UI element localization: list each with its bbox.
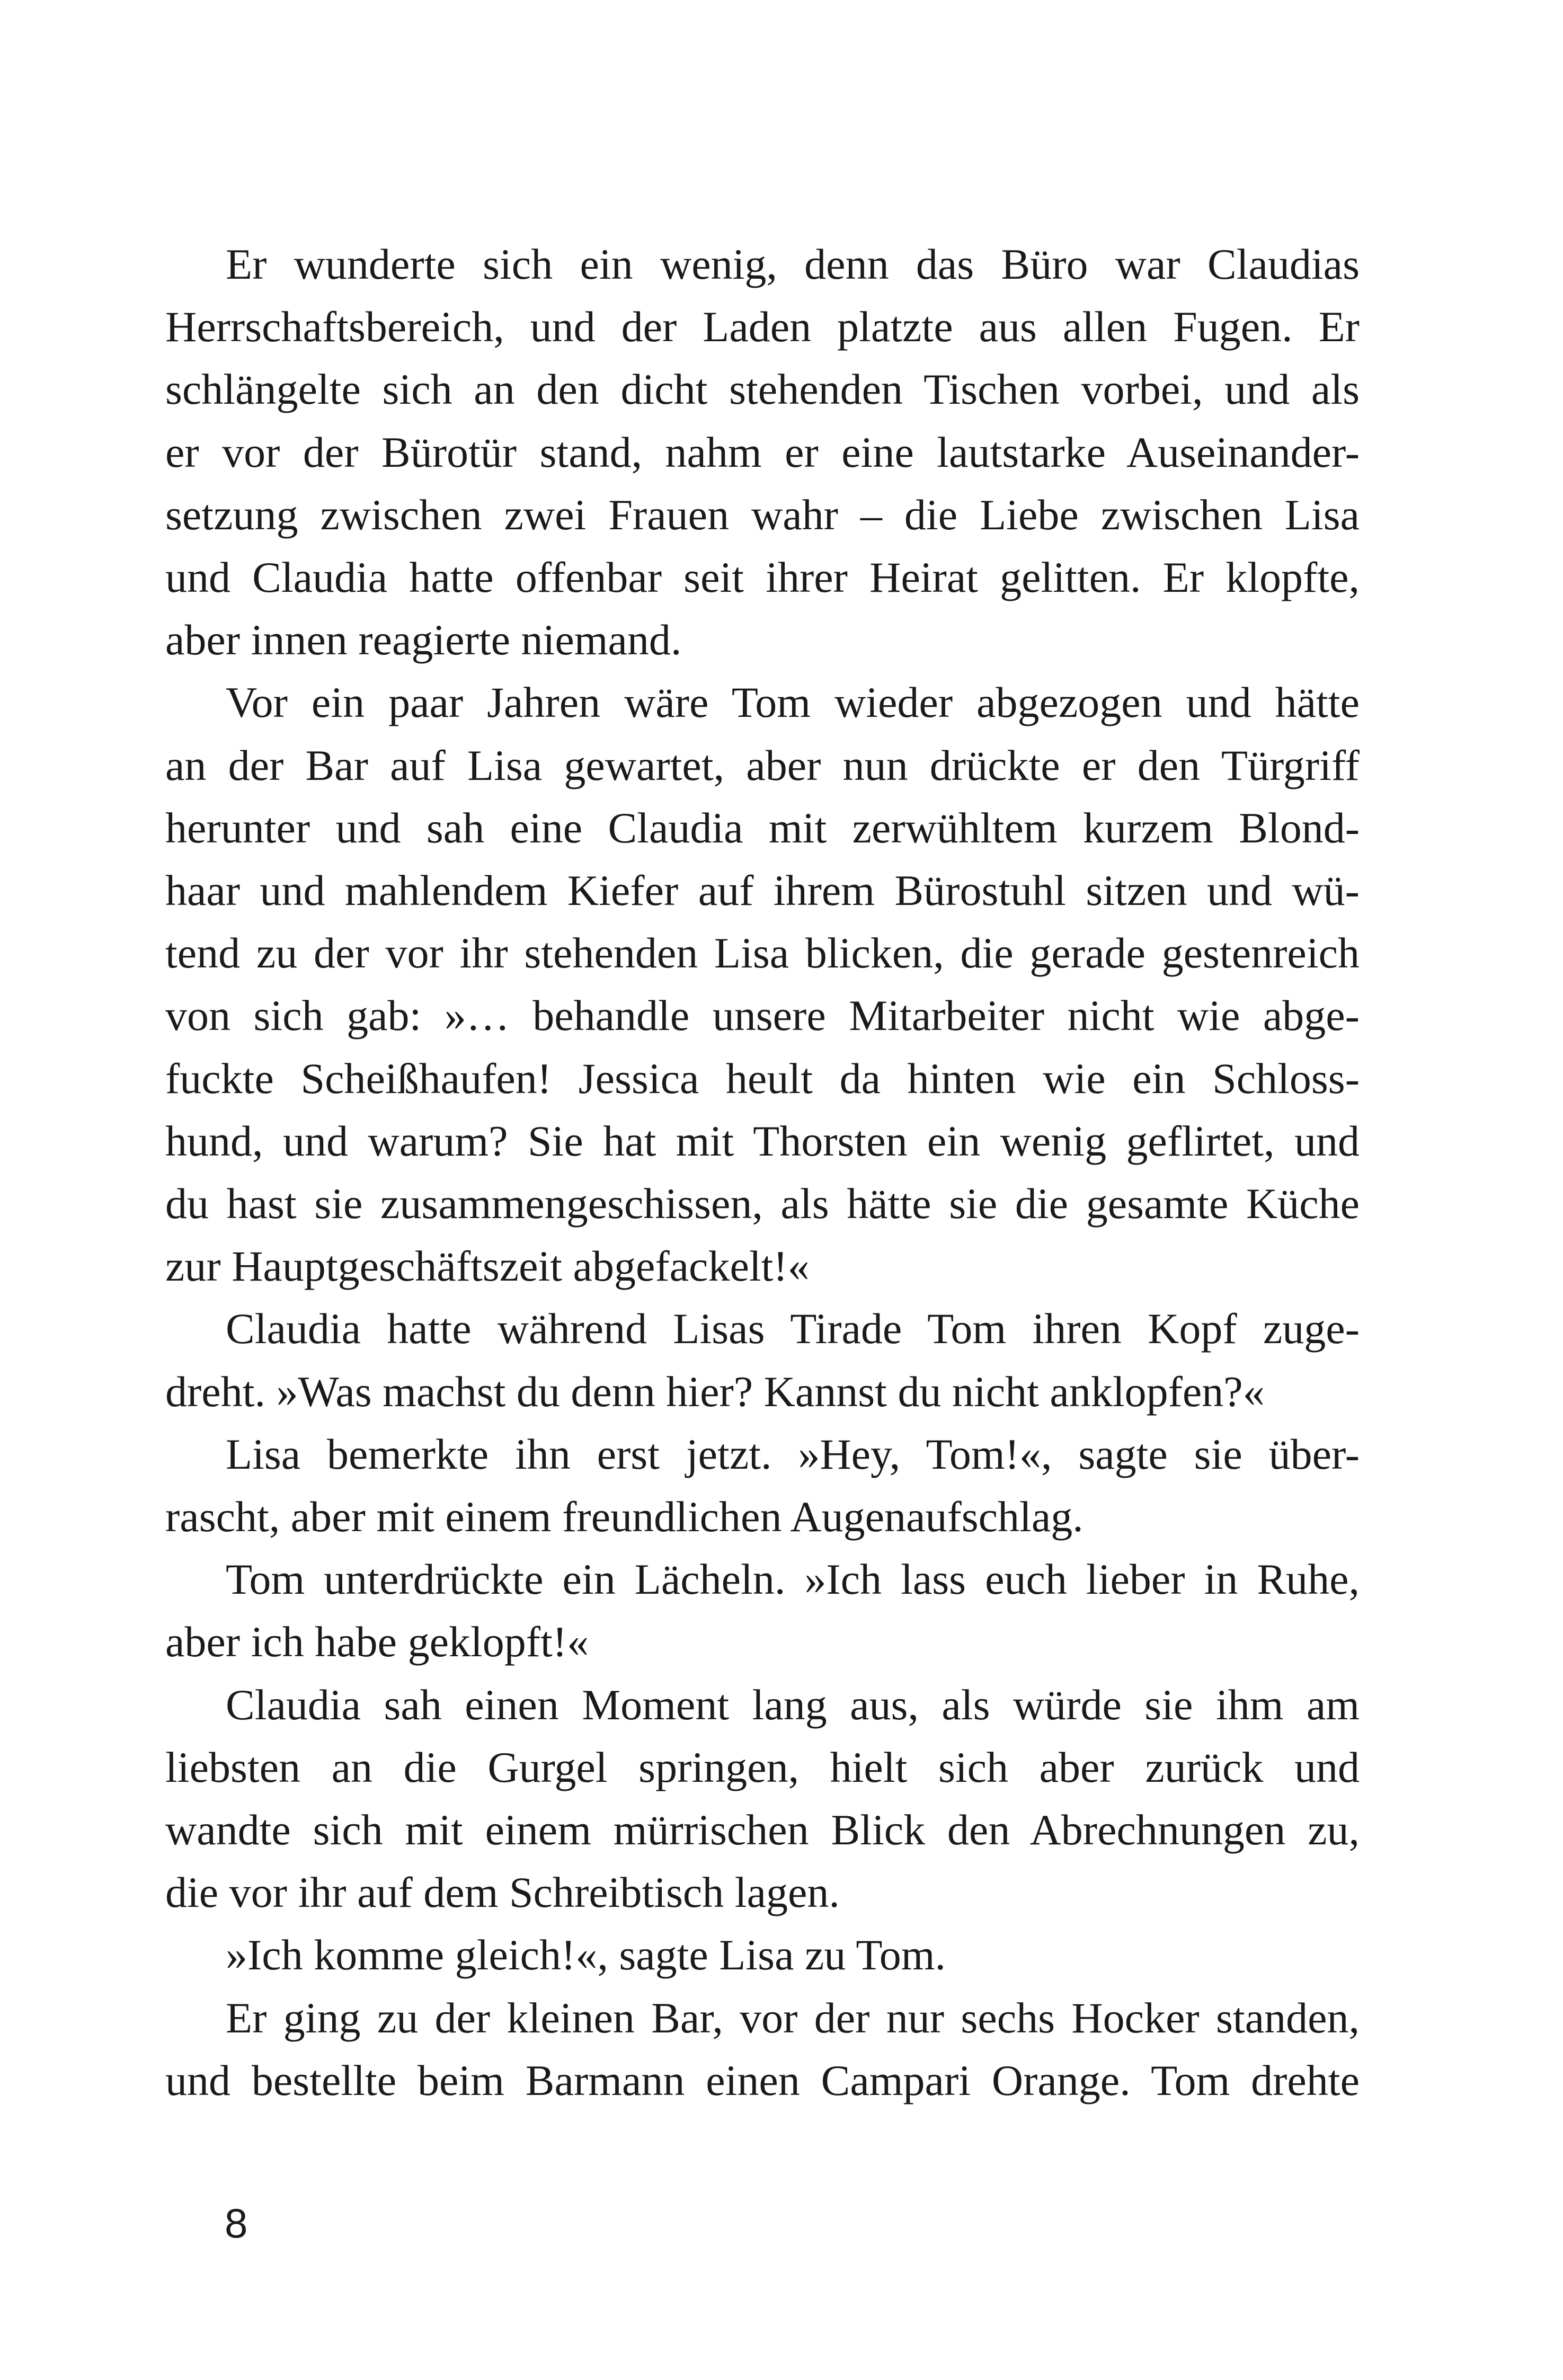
- text-line: herunter und sah eine Claudia mit zerwühltem kurzem Blond-: [165, 804, 1360, 852]
- text-line: Er ging zu der kleinen Bar, vor der nur sechs Hocker standen,: [226, 1994, 1360, 2042]
- text-line: schlängelte sich an den dicht stehenden Tischen vorbei, und als: [165, 365, 1360, 413]
- text-line: Claudia sah einen Moment lang aus, als würde sie ihm am: [226, 1681, 1360, 1729]
- text-line: »Ich komme gleich!«, sagte Lisa zu Tom.: [226, 1931, 946, 1979]
- text-line: haar und mahlendem Kiefer auf ihrem Bürostuhl sitzen und wü-: [165, 866, 1360, 914]
- text-line: er vor der Bürotür stand, nahm er eine lautstarke Auseinander-: [165, 428, 1360, 476]
- text-line: Herrschaftsbereich, und der Laden platzte aus allen Fugen. Er: [165, 303, 1360, 351]
- text-line: setzung zwischen zwei Frauen wahr – die Liebe zwischen Lisa: [165, 491, 1360, 539]
- text-line: und Claudia hatte offenbar seit ihrer Heirat gelitten. Er klopfte,: [165, 553, 1360, 601]
- text-line: Tom unterdrückte ein Lächeln. »Ich lass euch lieber in Ruhe,: [226, 1555, 1360, 1603]
- text-line: Lisa bemerkte ihn erst jetzt. »Hey, Tom!«, sagte sie über-: [226, 1430, 1360, 1478]
- text-line: Vor ein paar Jahren wäre Tom wieder abgezogen und hätte: [226, 678, 1360, 726]
- text-line: an der Bar auf Lisa gewartet, aber nun drückte er den Türgriff: [165, 741, 1360, 789]
- text-line: du hast sie zusammengeschissen, als hätte sie die gesamte Küche: [165, 1179, 1360, 1228]
- text-line: tend zu der vor ihr stehenden Lisa blicken, die gerade gestenreich: [165, 929, 1360, 977]
- text-line: und bestellte beim Barmann einen Campari Orange. Tom drehte: [165, 2056, 1360, 2104]
- text-line: Claudia hatte während Lisas Tirade Tom ihren Kopf zuge-: [226, 1304, 1360, 1353]
- text-line: aber innen reagierte niemand.: [165, 616, 682, 664]
- text-line: liebsten an die Gurgel springen, hielt sich aber zurück und: [165, 1743, 1360, 1791]
- text-line: zur Hauptgeschäftszeit abgefackelt!«: [165, 1242, 810, 1290]
- text-line: Er wunderte sich ein wenig, denn das Büro war Claudias: [226, 240, 1360, 288]
- text-line: dreht. »Was machst du denn hier? Kannst du nicht anklopfen?«: [165, 1367, 1265, 1416]
- text-line: rascht, aber mit einem freundlichen Augenaufschlag.: [165, 1493, 1084, 1541]
- text-line: die vor ihr auf dem Schreibtisch lagen.: [165, 1868, 840, 1916]
- text-line: aber ich habe geklopft!«: [165, 1618, 589, 1666]
- text-line: wandte sich mit einem mürrischen Blick den Abrechnungen zu,: [165, 1806, 1360, 1854]
- text-line: von sich gab: »… behandle unsere Mitarbeiter nicht wie abge-: [165, 991, 1360, 1040]
- page-number: 8: [225, 2200, 248, 2246]
- text-line: hund, und warum? Sie hat mit Thorsten ein wenig geflirtet, und: [165, 1117, 1360, 1165]
- text-line: fuckte Scheißhaufen! Jessica heult da hinten wie ein Schloss-: [165, 1054, 1360, 1103]
